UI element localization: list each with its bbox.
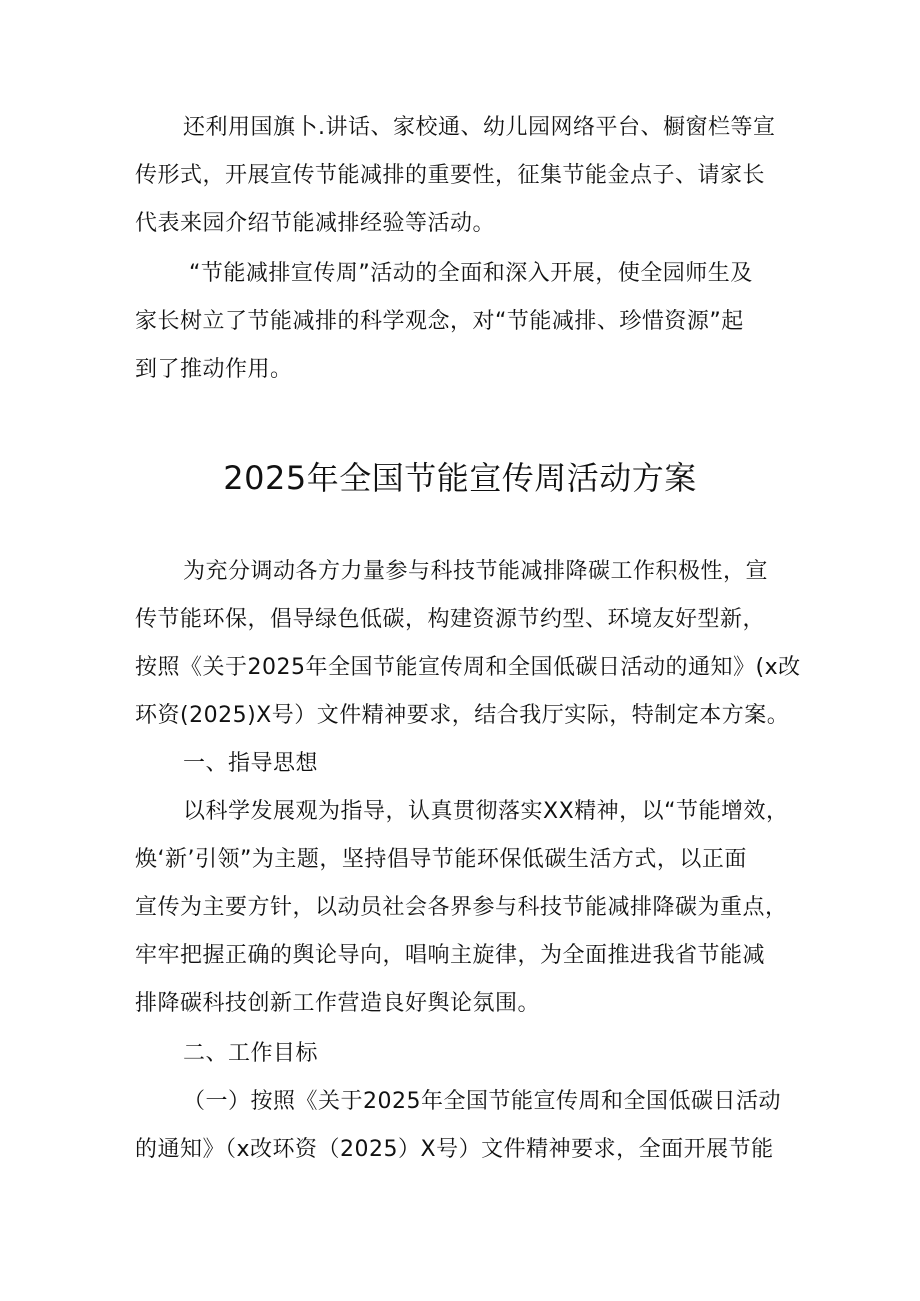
text-line: 按照《关于2025年全国节能宣传周和全国低碳日活动的通知》(x改 xyxy=(135,655,801,680)
text-line: 传形式，开展宣传节能减排的重要性，征集节能金点子、请家长 xyxy=(135,163,766,188)
text-line: 排降碳科技创新工作营造良好舆论氛围。 xyxy=(135,991,541,1016)
text-line: 牢牢把握正确的舆论导向，唱响主旋律，为全面推进我省节能减 xyxy=(135,943,766,968)
text-line: 代表来园介绍节能减排经验等活动。 xyxy=(135,211,496,236)
document-title: 2025年全国节能宣传周活动方案 xyxy=(223,459,697,497)
section-heading: 一、指导思想 xyxy=(183,751,319,776)
text-line: 焕‘新’引领”为主题，坚持倡导节能环保低碳生活方式，以正面 xyxy=(135,847,747,872)
section-heading: 二、工作目标 xyxy=(183,1041,319,1066)
text-line: 到了推动作用。 xyxy=(135,357,293,382)
section-heading-2 xyxy=(135,1030,815,1078)
text-line: “节能减排宣传周”活动的全面和深入开展，使全园师生及 xyxy=(189,261,753,286)
body-paragraph-3 xyxy=(135,1078,815,1174)
body-paragraph-2 xyxy=(135,788,815,1028)
text-line: （一）按照《关于2025年全国节能宣传周和全国低碳日活动 xyxy=(183,1089,781,1114)
text-line: 以科学发展观为指导，认真贯彻落实XX精神，以“节能增效， xyxy=(183,799,789,824)
text-line: 宣传为主要方针，以动员社会各界参与科技节能减排降碳为重点， xyxy=(135,895,788,920)
text-line: 的通知》（x改环资（2025）X号）文件精神要求，全面开展节能 xyxy=(135,1137,774,1162)
intro-paragraph-1 xyxy=(135,104,815,248)
text-line: 为充分调动各方力量参与科技节能减排降碳工作积极性，宣 xyxy=(183,559,769,584)
text-line: 还利用国旗卜.讲话、家校通、幼儿园网络平台、橱窗栏等宣 xyxy=(183,115,776,140)
section-heading-1 xyxy=(135,740,815,788)
intro-paragraph-2 xyxy=(135,250,815,394)
text-line: 传节能环保，倡导绿色低碳，构建资源节约型、环境友好型新， xyxy=(135,607,766,632)
body-paragraph-1 xyxy=(135,548,815,740)
text-line: 家长树立了节能减排的科学观念，对“节能减排、珍惜资源”起 xyxy=(135,309,744,334)
text-line: 环资(2025)X号）文件精神要求，结合我厅实际，特制定本方案。 xyxy=(135,703,790,728)
